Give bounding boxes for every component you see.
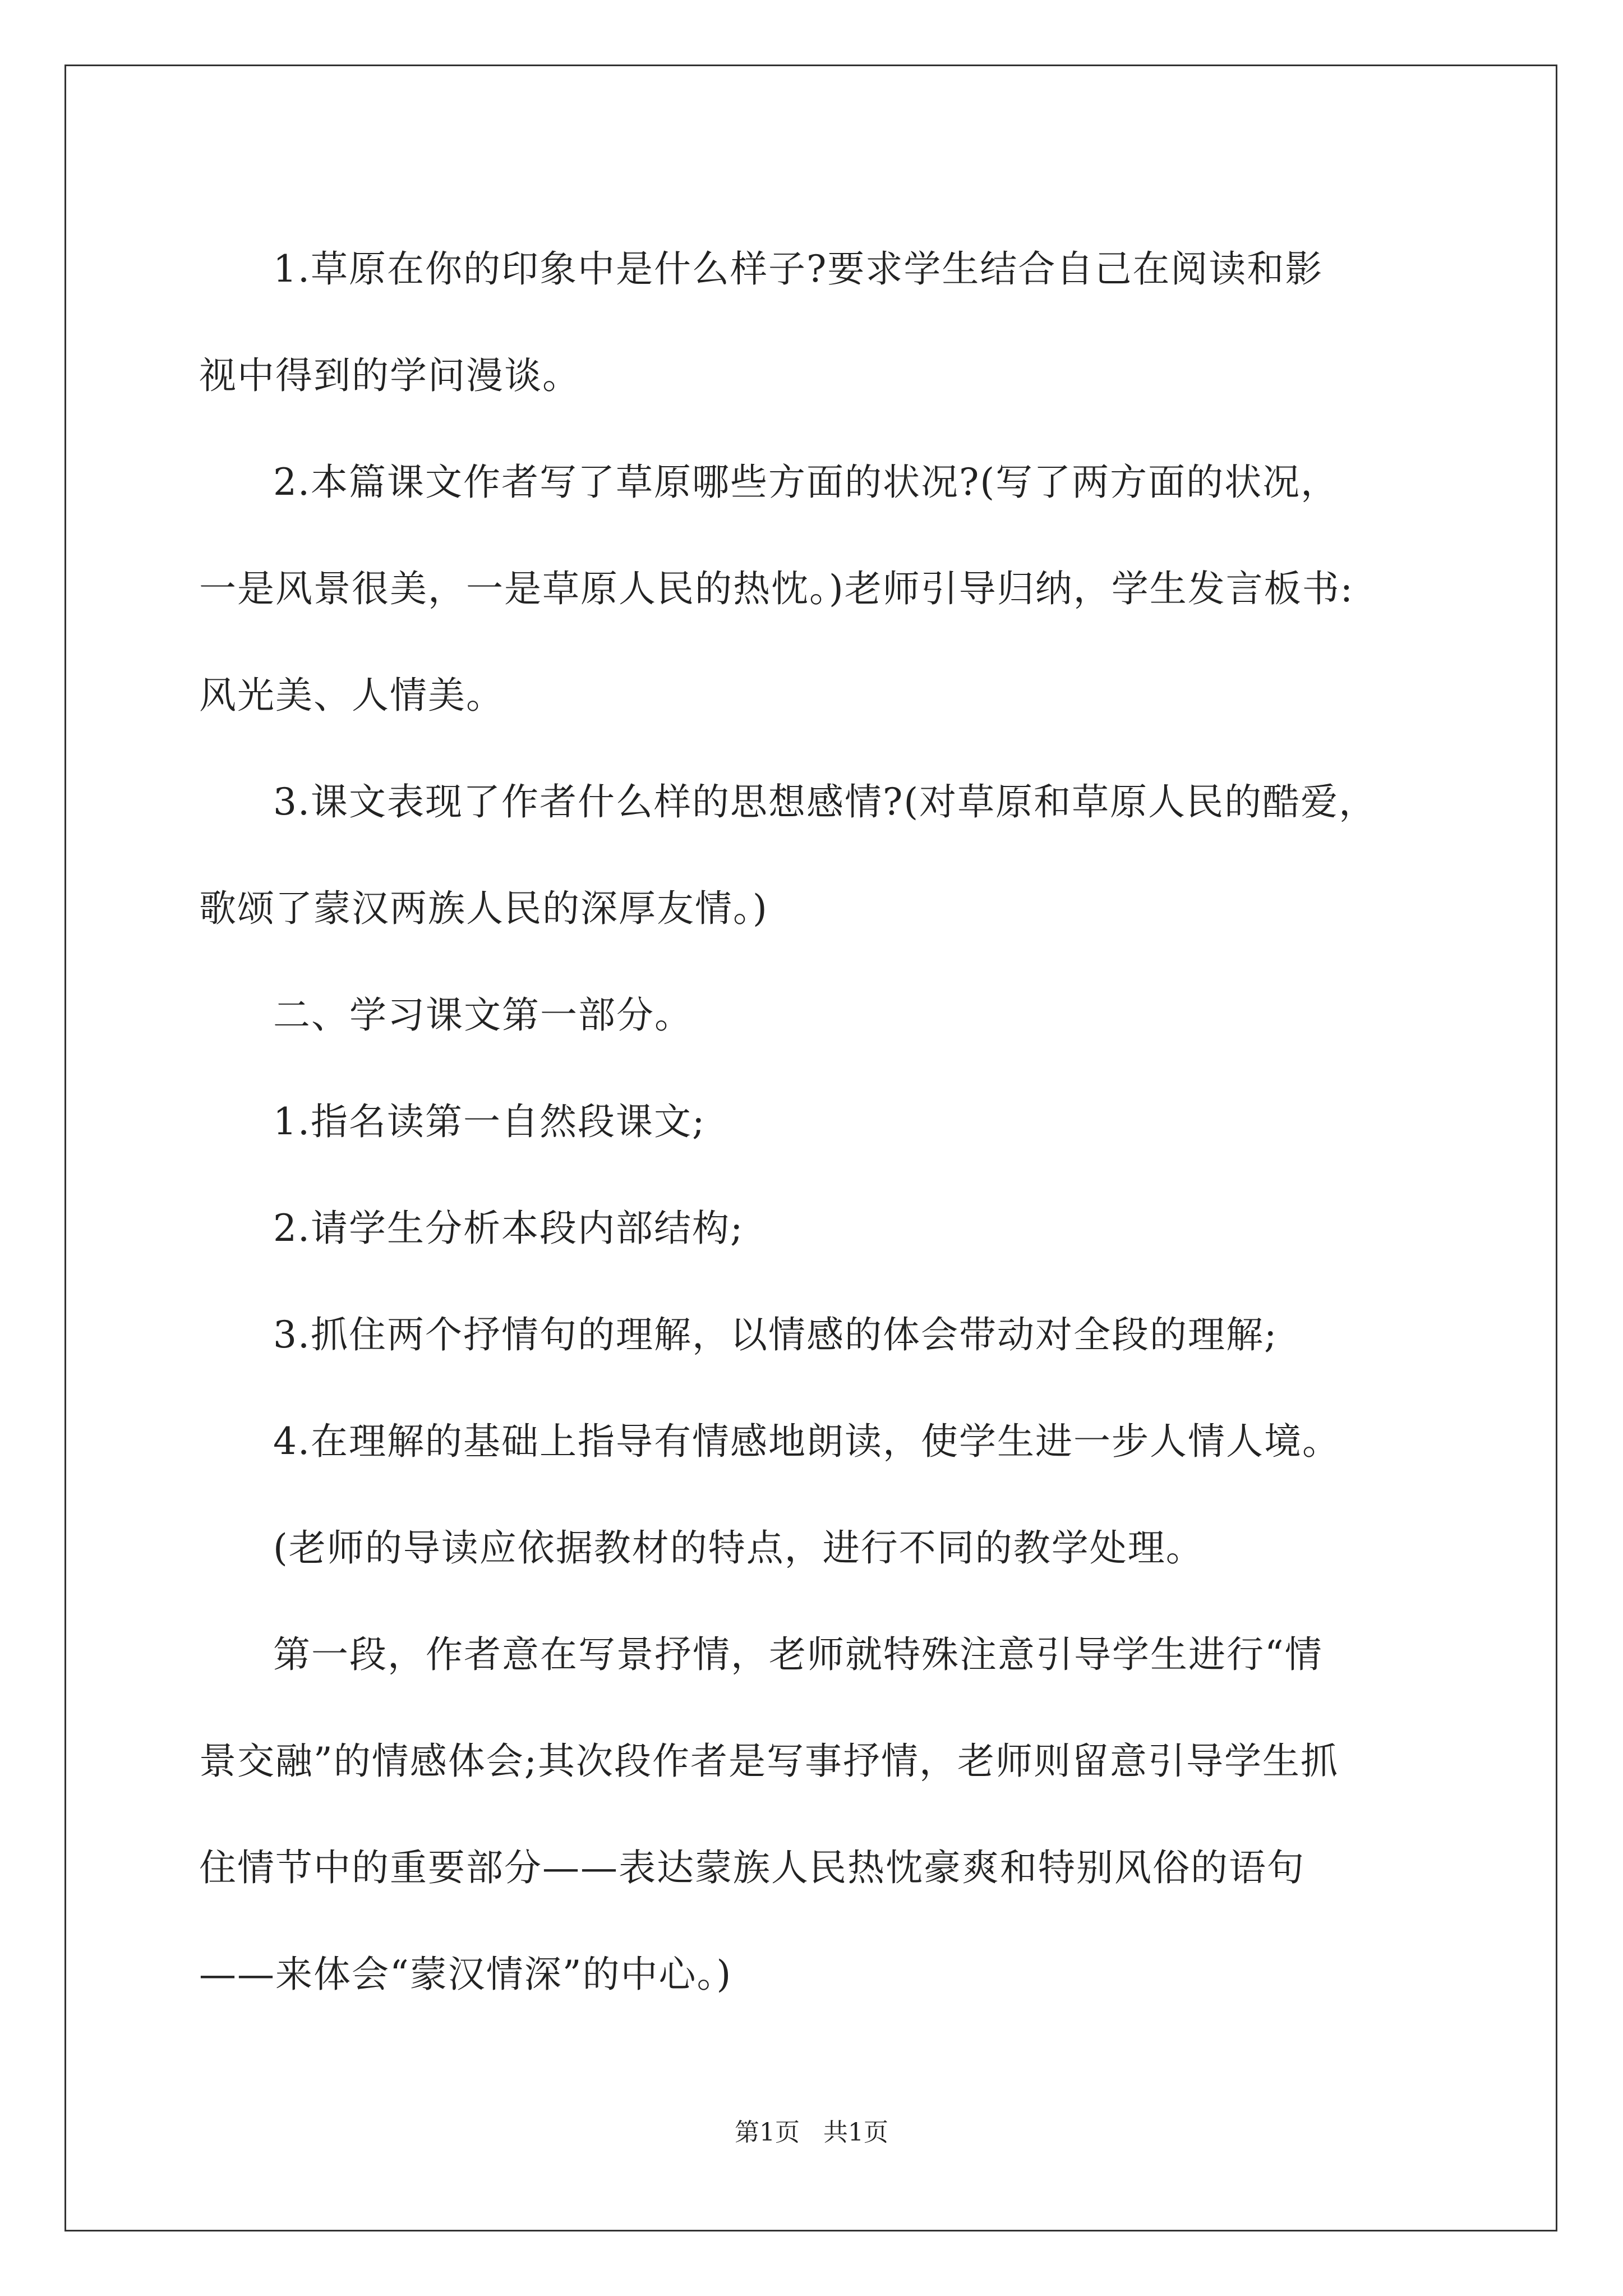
page-number: 第1页 xyxy=(735,2118,800,2147)
paragraph-line: 1.草原在你的印象中是什么样子?要求学生结合自己在阅读和影 xyxy=(273,247,1324,291)
paragraph-line: 风光美、人情美。 xyxy=(199,674,504,717)
paragraph-line: ——来体会“蒙汉情深”的中心。) xyxy=(199,1953,732,1996)
paragraph-line: 2.请学生分析本段内部结构; xyxy=(273,1207,744,1250)
paragraph-line: 歌颂了蒙汉两族人民的深厚友情。) xyxy=(199,887,768,930)
paragraph-line: 第一段，作者意在写景抒情，老师就特殊注意引导学生进行“情 xyxy=(273,1633,1323,1676)
paragraph-line: 3.抓住两个抒情句的理解，以情感的体会带动对全段的理解; xyxy=(273,1313,1278,1356)
paragraph-line: 一是风景很美，一是草原人民的热忱。)老师引导归纳，学生发言板书: xyxy=(199,567,1354,610)
paragraph-line: 3.课文表现了作者什么样的思想感情?(对草原和草原人民的酷爱， xyxy=(273,780,1377,823)
section-heading: 二、学习课文第一部分。 xyxy=(273,993,693,1037)
page-total: 共1页 xyxy=(823,2118,888,2147)
paragraph-line: 视中得到的学问漫谈。 xyxy=(199,354,580,397)
paragraph-line: 2.本篇课文作者写了草原哪些方面的状况?(写了两方面的状况， xyxy=(273,461,1339,504)
paragraph-line: 1.指名读第一自然段课文; xyxy=(273,1100,706,1143)
paragraph-line: 4.在理解的基础上指导有情感地朗读，使学生进一步人情人境。 xyxy=(273,1420,1340,1463)
paragraph-line: 景交融”的情感体会;其次段作者是写事抒情，老师则留意引导学生抓 xyxy=(199,1740,1339,1783)
paragraph-line: 住情节中的重要部分——表达蒙族人民热忱豪爽和特别风俗的语句 xyxy=(199,1846,1305,1889)
document-body xyxy=(199,216,1455,2028)
paragraph-line: (老师的导读应依据教材的特点，进行不同的教学处理。 xyxy=(273,1526,1204,1570)
page-footer xyxy=(0,2112,1623,2148)
